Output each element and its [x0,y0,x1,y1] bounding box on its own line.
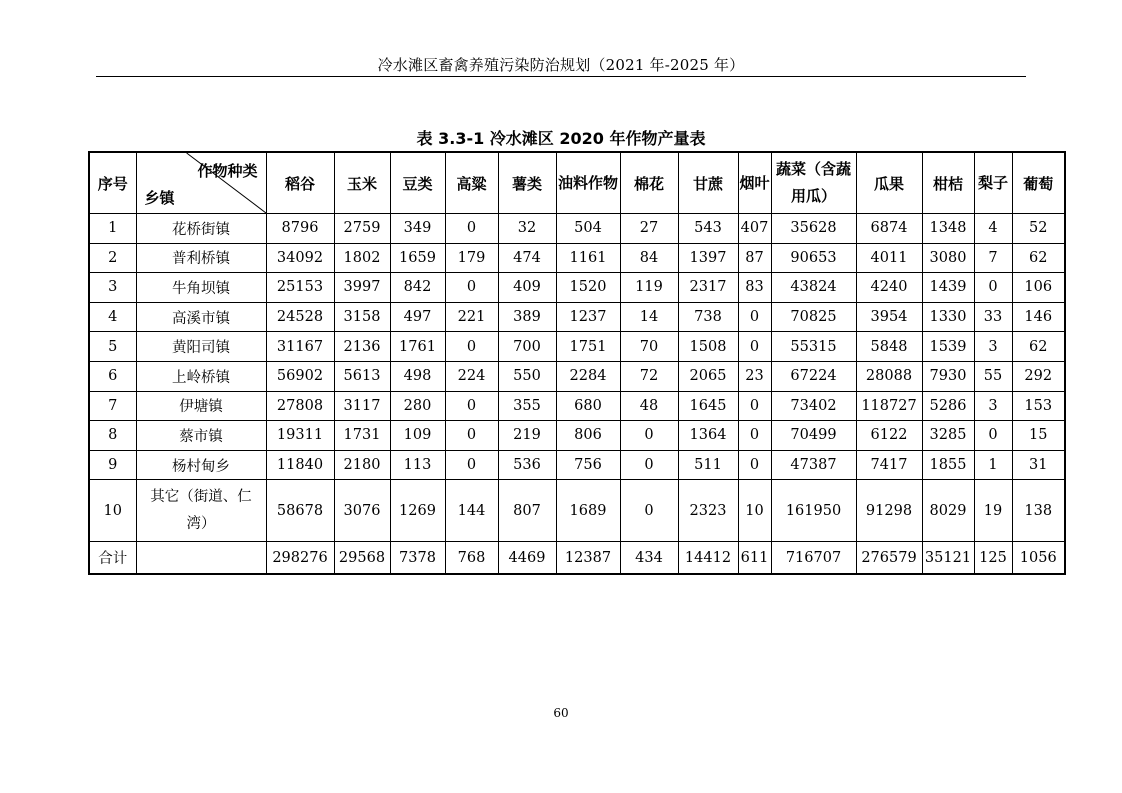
table-row [89,391,1065,421]
header-diagonal-cell [136,152,266,214]
row-value: 73402 [771,391,856,421]
row-value: 2065 [678,361,738,391]
row-value: 1237 [556,302,620,332]
header-crop: 高粱 [445,152,498,214]
header-rule [96,76,1026,77]
row-value: 806 [556,421,620,451]
row-value: 0 [445,273,498,303]
row-value: 6122 [856,421,922,451]
row-value: 72 [620,361,678,391]
row-town: 蔡市镇 [136,421,266,451]
table-row [89,302,1065,332]
row-value: 27 [620,214,678,244]
row-value: 1348 [922,214,974,244]
total-value: 29568 [334,542,390,575]
total-value: 7378 [390,542,445,575]
row-value: 23 [738,361,771,391]
row-value: 543 [678,214,738,244]
row-value: 138 [1012,480,1065,542]
row-value: 224 [445,361,498,391]
row-value: 1751 [556,332,620,362]
row-value: 55 [974,361,1012,391]
table-row [89,421,1065,451]
row-value: 221 [445,302,498,332]
row-town: 其它（街道、仁湾） [136,480,266,542]
row-value: 1508 [678,332,738,362]
row-value: 84 [620,243,678,273]
row-value: 7 [974,243,1012,273]
row-value: 842 [390,273,445,303]
header-crop: 棉花 [620,152,678,214]
row-value: 5848 [856,332,922,362]
table-row [89,243,1065,273]
row-value: 70825 [771,302,856,332]
row-value: 219 [498,421,556,451]
total-value: 12387 [556,542,620,575]
row-value: 106 [1012,273,1065,303]
row-index: 3 [89,273,136,303]
row-value: 3158 [334,302,390,332]
row-value: 113 [390,450,445,480]
row-value: 43824 [771,273,856,303]
table-title: 表 3.3-1 冷水滩区 2020 年作物产量表 [416,129,706,148]
row-value: 3 [974,332,1012,362]
row-value: 31167 [266,332,334,362]
row-value: 2136 [334,332,390,362]
header-crop: 葡萄 [1012,152,1065,214]
row-value: 90653 [771,243,856,273]
row-index: 10 [89,480,136,542]
row-value: 70499 [771,421,856,451]
row-value: 119 [620,273,678,303]
row-value: 19 [974,480,1012,542]
header-row [89,152,1065,214]
row-value: 67224 [771,361,856,391]
row-value: 1659 [390,243,445,273]
table-row [89,450,1065,480]
row-town: 牛角坝镇 [136,273,266,303]
total-label: 合计 [89,542,136,575]
row-value: 1397 [678,243,738,273]
row-value: 3997 [334,273,390,303]
row-value: 87 [738,243,771,273]
row-index: 6 [89,361,136,391]
crop-yield-table [88,151,1066,575]
row-index: 8 [89,421,136,451]
row-value: 1161 [556,243,620,273]
row-value: 83 [738,273,771,303]
header-crop: 柑桔 [922,152,974,214]
row-value: 5613 [334,361,390,391]
row-value: 474 [498,243,556,273]
row-value: 70 [620,332,678,362]
table-body [89,214,1065,575]
row-value: 52 [1012,214,1065,244]
total-value: 768 [445,542,498,575]
row-index: 9 [89,450,136,480]
row-value: 34092 [266,243,334,273]
row-value: 27808 [266,391,334,421]
row-value: 7417 [856,450,922,480]
row-value: 1364 [678,421,738,451]
row-value: 0 [445,450,498,480]
row-value: 2323 [678,480,738,542]
header-crop: 甘蔗 [678,152,738,214]
header-index: 序号 [89,152,136,214]
row-value: 0 [974,421,1012,451]
header-town: 乡镇 [144,189,175,207]
row-value: 4240 [856,273,922,303]
row-value: 0 [620,421,678,451]
row-value: 8796 [266,214,334,244]
row-value: 153 [1012,391,1065,421]
row-value: 62 [1012,332,1065,362]
row-town: 伊塘镇 [136,391,266,421]
row-value: 3076 [334,480,390,542]
total-value: 276579 [856,542,922,575]
row-value: 511 [678,450,738,480]
row-value: 0 [738,391,771,421]
row-value: 179 [445,243,498,273]
row-value: 0 [974,273,1012,303]
row-value: 1689 [556,480,620,542]
row-value: 146 [1012,302,1065,332]
row-value: 19311 [266,421,334,451]
row-value: 3117 [334,391,390,421]
row-value: 2759 [334,214,390,244]
row-value: 0 [738,421,771,451]
row-value: 1269 [390,480,445,542]
row-value: 10 [738,480,771,542]
row-value: 498 [390,361,445,391]
header-crop-type: 作物种类 [197,162,258,180]
row-town: 黄阳司镇 [136,332,266,362]
row-value: 1330 [922,302,974,332]
row-town: 普利桥镇 [136,243,266,273]
crop-yield-table-wrapper [88,151,1066,575]
header-crop: 油料作物 [556,152,620,214]
row-value: 118727 [856,391,922,421]
row-value: 62 [1012,243,1065,273]
row-value: 2284 [556,361,620,391]
row-value: 3 [974,391,1012,421]
table-row [89,273,1065,303]
row-value: 1855 [922,450,974,480]
total-value: 14412 [678,542,738,575]
row-index: 7 [89,391,136,421]
row-value: 14 [620,302,678,332]
total-value: 298276 [266,542,334,575]
row-index: 1 [89,214,136,244]
header-crop: 蔬菜（含蔬用瓜） [771,152,856,214]
row-value: 161950 [771,480,856,542]
row-value: 1802 [334,243,390,273]
row-value: 0 [445,421,498,451]
row-value: 389 [498,302,556,332]
row-value: 4 [974,214,1012,244]
row-value: 1 [974,450,1012,480]
row-value: 8029 [922,480,974,542]
row-value: 0 [738,332,771,362]
row-value: 32 [498,214,556,244]
row-value: 15 [1012,421,1065,451]
row-value: 2180 [334,450,390,480]
total-value: 716707 [771,542,856,575]
page-number: 60 [553,706,569,720]
row-value: 280 [390,391,445,421]
row-value: 35628 [771,214,856,244]
row-value: 550 [498,361,556,391]
row-index: 2 [89,243,136,273]
row-value: 0 [738,302,771,332]
row-value: 91298 [856,480,922,542]
row-value: 409 [498,273,556,303]
total-row [89,542,1065,575]
row-value: 28088 [856,361,922,391]
total-town-empty [136,542,266,575]
row-value: 11840 [266,450,334,480]
row-value: 1439 [922,273,974,303]
row-value: 680 [556,391,620,421]
header-crop: 玉米 [334,152,390,214]
row-value: 3954 [856,302,922,332]
table-row [89,214,1065,244]
row-value: 807 [498,480,556,542]
row-value: 6874 [856,214,922,244]
total-value: 1056 [1012,542,1065,575]
row-index: 4 [89,302,136,332]
row-town: 上岭桥镇 [136,361,266,391]
row-value: 292 [1012,361,1065,391]
row-value: 33 [974,302,1012,332]
row-value: 1731 [334,421,390,451]
row-value: 504 [556,214,620,244]
row-value: 738 [678,302,738,332]
header-crop: 瓜果 [856,152,922,214]
row-value: 48 [620,391,678,421]
row-value: 4011 [856,243,922,273]
row-value: 0 [445,391,498,421]
row-value: 497 [390,302,445,332]
header-crop: 豆类 [390,152,445,214]
row-value: 31 [1012,450,1065,480]
row-value: 700 [498,332,556,362]
row-value: 56902 [266,361,334,391]
header-crop: 稻谷 [266,152,334,214]
table-row [89,361,1065,391]
header-crop: 薯类 [498,152,556,214]
row-value: 0 [738,450,771,480]
row-value: 407 [738,214,771,244]
row-value: 0 [445,332,498,362]
row-value: 2317 [678,273,738,303]
row-value: 47387 [771,450,856,480]
row-value: 3285 [922,421,974,451]
table-row [89,332,1065,362]
header-crop: 梨子 [974,152,1012,214]
total-value: 35121 [922,542,974,575]
row-value: 1645 [678,391,738,421]
row-value: 349 [390,214,445,244]
row-town: 高溪市镇 [136,302,266,332]
header-crop: 烟叶 [738,152,771,214]
row-value: 109 [390,421,445,451]
total-value: 611 [738,542,771,575]
row-index: 5 [89,332,136,362]
row-value: 5286 [922,391,974,421]
row-town: 杨村甸乡 [136,450,266,480]
total-value: 4469 [498,542,556,575]
total-value: 434 [620,542,678,575]
row-value: 55315 [771,332,856,362]
row-value: 24528 [266,302,334,332]
row-value: 756 [556,450,620,480]
table-row [89,480,1065,542]
row-value: 355 [498,391,556,421]
row-value: 0 [620,480,678,542]
row-town: 花桥街镇 [136,214,266,244]
row-value: 536 [498,450,556,480]
row-value: 0 [445,214,498,244]
running-header: 冷水滩区畜禽养殖污染防治规划（2021 年-2025 年） [377,56,745,74]
row-value: 3080 [922,243,974,273]
row-value: 1539 [922,332,974,362]
row-value: 1520 [556,273,620,303]
row-value: 0 [620,450,678,480]
row-value: 7930 [922,361,974,391]
row-value: 1761 [390,332,445,362]
total-value: 125 [974,542,1012,575]
row-value: 144 [445,480,498,542]
row-value: 25153 [266,273,334,303]
row-value: 58678 [266,480,334,542]
